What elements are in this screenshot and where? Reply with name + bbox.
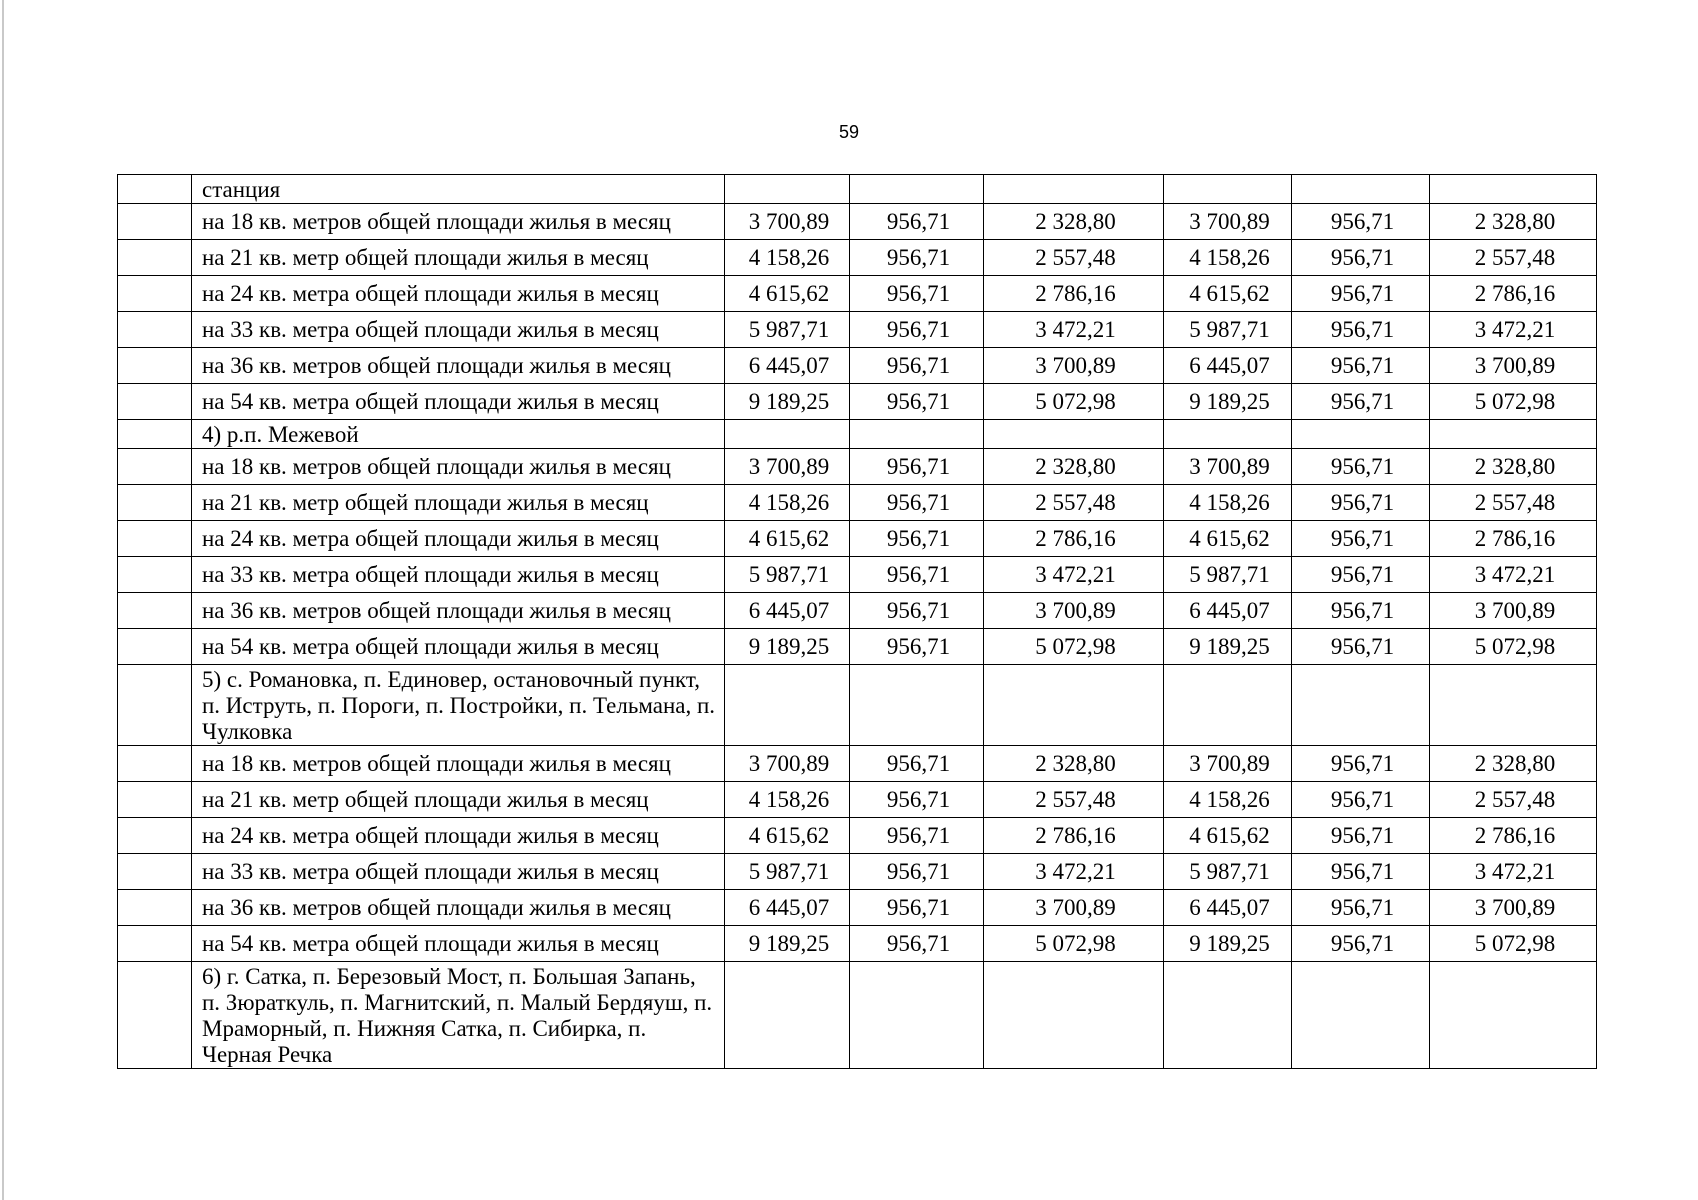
value-cell (1292, 175, 1430, 204)
value-cell: 2 328,80 (984, 746, 1164, 782)
row-label: на 24 кв. метра общей площади жилья в месяц (192, 818, 725, 854)
value-cell (984, 420, 1164, 449)
row-label: на 33 кв. метра общей площади жилья в месяц (192, 854, 725, 890)
value-cell: 3 472,21 (984, 557, 1164, 593)
value-cell: 3 700,89 (1164, 746, 1292, 782)
value-cell: 4 615,62 (1164, 818, 1292, 854)
row-number-cell (118, 818, 192, 854)
row-number-cell (118, 204, 192, 240)
row-label: на 18 кв. метров общей площади жилья в месяц (192, 204, 725, 240)
table-row (118, 746, 1597, 782)
value-cell: 3 700,89 (725, 449, 850, 485)
row-number-cell (118, 384, 192, 420)
row-label: на 54 кв. метра общей площади жилья в месяц (192, 629, 725, 665)
value-cell (1430, 665, 1597, 746)
row-label: на 24 кв. метра общей площади жилья в месяц (192, 521, 725, 557)
table-row (118, 348, 1597, 384)
value-cell: 5 987,71 (725, 557, 850, 593)
value-cell: 9 189,25 (725, 629, 850, 665)
value-cell: 3 700,89 (1164, 204, 1292, 240)
value-cell (725, 420, 850, 449)
value-cell: 3 700,89 (1430, 890, 1597, 926)
value-cell (725, 175, 850, 204)
value-cell: 2 328,80 (984, 449, 1164, 485)
value-cell: 6 445,07 (1164, 890, 1292, 926)
value-cell (850, 420, 984, 449)
value-cell: 2 557,48 (984, 485, 1164, 521)
value-cell: 956,71 (1292, 926, 1430, 962)
value-cell: 956,71 (1292, 890, 1430, 926)
value-cell (1164, 175, 1292, 204)
value-cell: 3 700,89 (1430, 348, 1597, 384)
value-cell: 956,71 (1292, 746, 1430, 782)
section-label: станция (192, 175, 725, 204)
table-row (118, 276, 1597, 312)
scan-edge (2, 0, 4, 1200)
value-cell: 5 072,98 (1430, 384, 1597, 420)
row-number-cell (118, 746, 192, 782)
value-cell (1430, 962, 1597, 1069)
value-cell: 5 072,98 (984, 926, 1164, 962)
value-cell: 3 472,21 (1430, 312, 1597, 348)
row-number-cell (118, 665, 192, 746)
value-cell: 956,71 (1292, 384, 1430, 420)
value-cell: 4 615,62 (725, 818, 850, 854)
row-label: на 18 кв. метров общей площади жилья в месяц (192, 746, 725, 782)
value-cell: 2 557,48 (1430, 240, 1597, 276)
row-label: на 21 кв. метр общей площади жилья в месяц (192, 782, 725, 818)
row-label: на 54 кв. метра общей площади жилья в месяц (192, 384, 725, 420)
value-cell (1430, 175, 1597, 204)
value-cell: 956,71 (850, 890, 984, 926)
value-cell: 2 557,48 (1430, 485, 1597, 521)
table-row (118, 629, 1597, 665)
value-cell: 5 987,71 (725, 312, 850, 348)
value-cell: 2 557,48 (984, 782, 1164, 818)
value-cell: 9 189,25 (725, 384, 850, 420)
value-cell: 2 786,16 (984, 521, 1164, 557)
value-cell: 956,71 (850, 926, 984, 962)
value-cell: 2 328,80 (1430, 746, 1597, 782)
value-cell (1164, 962, 1292, 1069)
row-number-cell (118, 449, 192, 485)
value-cell (984, 962, 1164, 1069)
row-number-cell (118, 962, 192, 1069)
table-row (118, 854, 1597, 890)
value-cell (725, 665, 850, 746)
value-cell: 4 158,26 (1164, 782, 1292, 818)
row-number-cell (118, 854, 192, 890)
value-cell: 956,71 (1292, 485, 1430, 521)
rates-table (117, 174, 1597, 1069)
value-cell (850, 665, 984, 746)
row-number-cell (118, 926, 192, 962)
section-row (118, 665, 1597, 746)
value-cell: 5 072,98 (984, 629, 1164, 665)
value-cell: 956,71 (850, 629, 984, 665)
row-number-cell (118, 175, 192, 204)
section-label: 6) г. Сатка, п. Березовый Мост, п. Большая Запань, п. Зюраткуль, п. Магнитский, п. Малый Бердяуш, п. Мраморный, п. Нижняя Сатка, п. Сибирка, п. Черная Речка (192, 962, 725, 1069)
value-cell: 3 472,21 (1430, 557, 1597, 593)
row-number-cell (118, 485, 192, 521)
value-cell: 956,71 (1292, 312, 1430, 348)
row-label: на 54 кв. метра общей площади жилья в месяц (192, 926, 725, 962)
row-label: на 36 кв. метров общей площади жилья в месяц (192, 348, 725, 384)
section-label: 4) р.п. Межевой (192, 420, 725, 449)
value-cell: 9 189,25 (1164, 629, 1292, 665)
table-row (118, 521, 1597, 557)
row-number-cell (118, 557, 192, 593)
value-cell: 956,71 (850, 312, 984, 348)
table-row (118, 890, 1597, 926)
value-cell: 3 472,21 (1430, 854, 1597, 890)
row-number-cell (118, 312, 192, 348)
value-cell: 956,71 (850, 384, 984, 420)
row-number-cell (118, 348, 192, 384)
table-row (118, 926, 1597, 962)
row-number-cell (118, 782, 192, 818)
value-cell: 2 328,80 (1430, 449, 1597, 485)
value-cell (1430, 420, 1597, 449)
value-cell: 6 445,07 (1164, 593, 1292, 629)
value-cell: 3 700,89 (984, 593, 1164, 629)
row-label: на 36 кв. метров общей площади жилья в месяц (192, 593, 725, 629)
value-cell: 956,71 (1292, 557, 1430, 593)
value-cell (1164, 665, 1292, 746)
value-cell: 3 700,89 (984, 890, 1164, 926)
row-number-cell (118, 593, 192, 629)
value-cell: 956,71 (1292, 348, 1430, 384)
value-cell: 956,71 (850, 449, 984, 485)
value-cell: 2 786,16 (984, 276, 1164, 312)
value-cell: 5 072,98 (1430, 926, 1597, 962)
value-cell: 2 328,80 (1430, 204, 1597, 240)
value-cell: 2 786,16 (1430, 521, 1597, 557)
value-cell: 2 786,16 (1430, 276, 1597, 312)
value-cell: 4 158,26 (725, 485, 850, 521)
value-cell: 5 987,71 (725, 854, 850, 890)
value-cell: 2 557,48 (984, 240, 1164, 276)
value-cell: 956,71 (1292, 782, 1430, 818)
value-cell: 4 158,26 (725, 240, 850, 276)
value-cell: 4 158,26 (1164, 485, 1292, 521)
value-cell: 956,71 (1292, 854, 1430, 890)
row-number-cell (118, 521, 192, 557)
value-cell: 956,71 (850, 485, 984, 521)
value-cell: 956,71 (1292, 521, 1430, 557)
section-row (118, 420, 1597, 449)
value-cell: 2 786,16 (984, 818, 1164, 854)
value-cell: 9 189,25 (725, 926, 850, 962)
value-cell: 6 445,07 (725, 593, 850, 629)
value-cell: 4 615,62 (1164, 521, 1292, 557)
value-cell: 956,71 (1292, 276, 1430, 312)
value-cell: 5 987,71 (1164, 854, 1292, 890)
value-cell (1292, 420, 1430, 449)
row-label: на 33 кв. метра общей площади жилья в месяц (192, 312, 725, 348)
value-cell: 6 445,07 (1164, 348, 1292, 384)
value-cell (1164, 420, 1292, 449)
value-cell: 2 328,80 (984, 204, 1164, 240)
value-cell: 4 158,26 (725, 782, 850, 818)
value-cell (850, 175, 984, 204)
row-label: на 24 кв. метра общей площади жилья в месяц (192, 276, 725, 312)
value-cell: 5 987,71 (1164, 557, 1292, 593)
value-cell: 9 189,25 (1164, 384, 1292, 420)
value-cell: 956,71 (850, 276, 984, 312)
value-cell: 4 615,62 (725, 276, 850, 312)
table-row (118, 384, 1597, 420)
value-cell: 3 700,89 (1164, 449, 1292, 485)
row-label: на 21 кв. метр общей площади жилья в месяц (192, 240, 725, 276)
value-cell: 956,71 (850, 746, 984, 782)
value-cell: 956,71 (850, 854, 984, 890)
table-row (118, 782, 1597, 818)
row-label: на 36 кв. метров общей площади жилья в месяц (192, 890, 725, 926)
value-cell: 4 158,26 (1164, 240, 1292, 276)
value-cell: 956,71 (850, 818, 984, 854)
value-cell: 956,71 (1292, 240, 1430, 276)
value-cell (1292, 665, 1430, 746)
value-cell: 956,71 (1292, 629, 1430, 665)
row-label: на 21 кв. метр общей площади жилья в месяц (192, 485, 725, 521)
row-number-cell (118, 890, 192, 926)
row-number-cell (118, 276, 192, 312)
value-cell: 956,71 (1292, 818, 1430, 854)
table-row (118, 204, 1597, 240)
value-cell: 956,71 (1292, 204, 1430, 240)
value-cell: 3 472,21 (984, 312, 1164, 348)
row-number-cell (118, 420, 192, 449)
value-cell: 956,71 (850, 240, 984, 276)
value-cell (725, 962, 850, 1069)
rates-table-body (118, 175, 1597, 1069)
value-cell: 3 700,89 (725, 204, 850, 240)
value-cell: 5 987,71 (1164, 312, 1292, 348)
table-row (118, 312, 1597, 348)
value-cell: 956,71 (850, 782, 984, 818)
section-row (118, 962, 1597, 1069)
value-cell: 4 615,62 (725, 521, 850, 557)
table-row (118, 485, 1597, 521)
value-cell: 4 615,62 (1164, 276, 1292, 312)
value-cell: 956,71 (850, 521, 984, 557)
value-cell (984, 175, 1164, 204)
value-cell: 3 700,89 (984, 348, 1164, 384)
value-cell: 9 189,25 (1164, 926, 1292, 962)
table-row (118, 240, 1597, 276)
table-row (118, 449, 1597, 485)
value-cell: 956,71 (850, 593, 984, 629)
table-row (118, 818, 1597, 854)
row-label: на 33 кв. метра общей площади жилья в месяц (192, 557, 725, 593)
page-number: 59 (838, 122, 860, 142)
value-cell: 956,71 (1292, 593, 1430, 629)
table-row (118, 593, 1597, 629)
value-cell: 956,71 (850, 204, 984, 240)
value-cell: 956,71 (1292, 449, 1430, 485)
value-cell: 2 557,48 (1430, 782, 1597, 818)
value-cell: 5 072,98 (1430, 629, 1597, 665)
value-cell: 5 072,98 (984, 384, 1164, 420)
value-cell (850, 962, 984, 1069)
table-row (118, 557, 1597, 593)
value-cell: 6 445,07 (725, 890, 850, 926)
value-cell: 2 786,16 (1430, 818, 1597, 854)
section-row (118, 175, 1597, 204)
value-cell (1292, 962, 1430, 1069)
value-cell (984, 665, 1164, 746)
value-cell: 6 445,07 (725, 348, 850, 384)
row-number-cell (118, 629, 192, 665)
value-cell: 3 472,21 (984, 854, 1164, 890)
value-cell: 3 700,89 (1430, 593, 1597, 629)
row-number-cell (118, 240, 192, 276)
section-label: 5) с. Романовка, п. Единовер, остановочный пункт, п. Иструть, п. Пороги, п. Постройки, п. Тельмана, п. Чулковка (192, 665, 725, 746)
value-cell: 956,71 (850, 557, 984, 593)
value-cell: 3 700,89 (725, 746, 850, 782)
row-label: на 18 кв. метров общей площади жилья в месяц (192, 449, 725, 485)
value-cell: 956,71 (850, 348, 984, 384)
